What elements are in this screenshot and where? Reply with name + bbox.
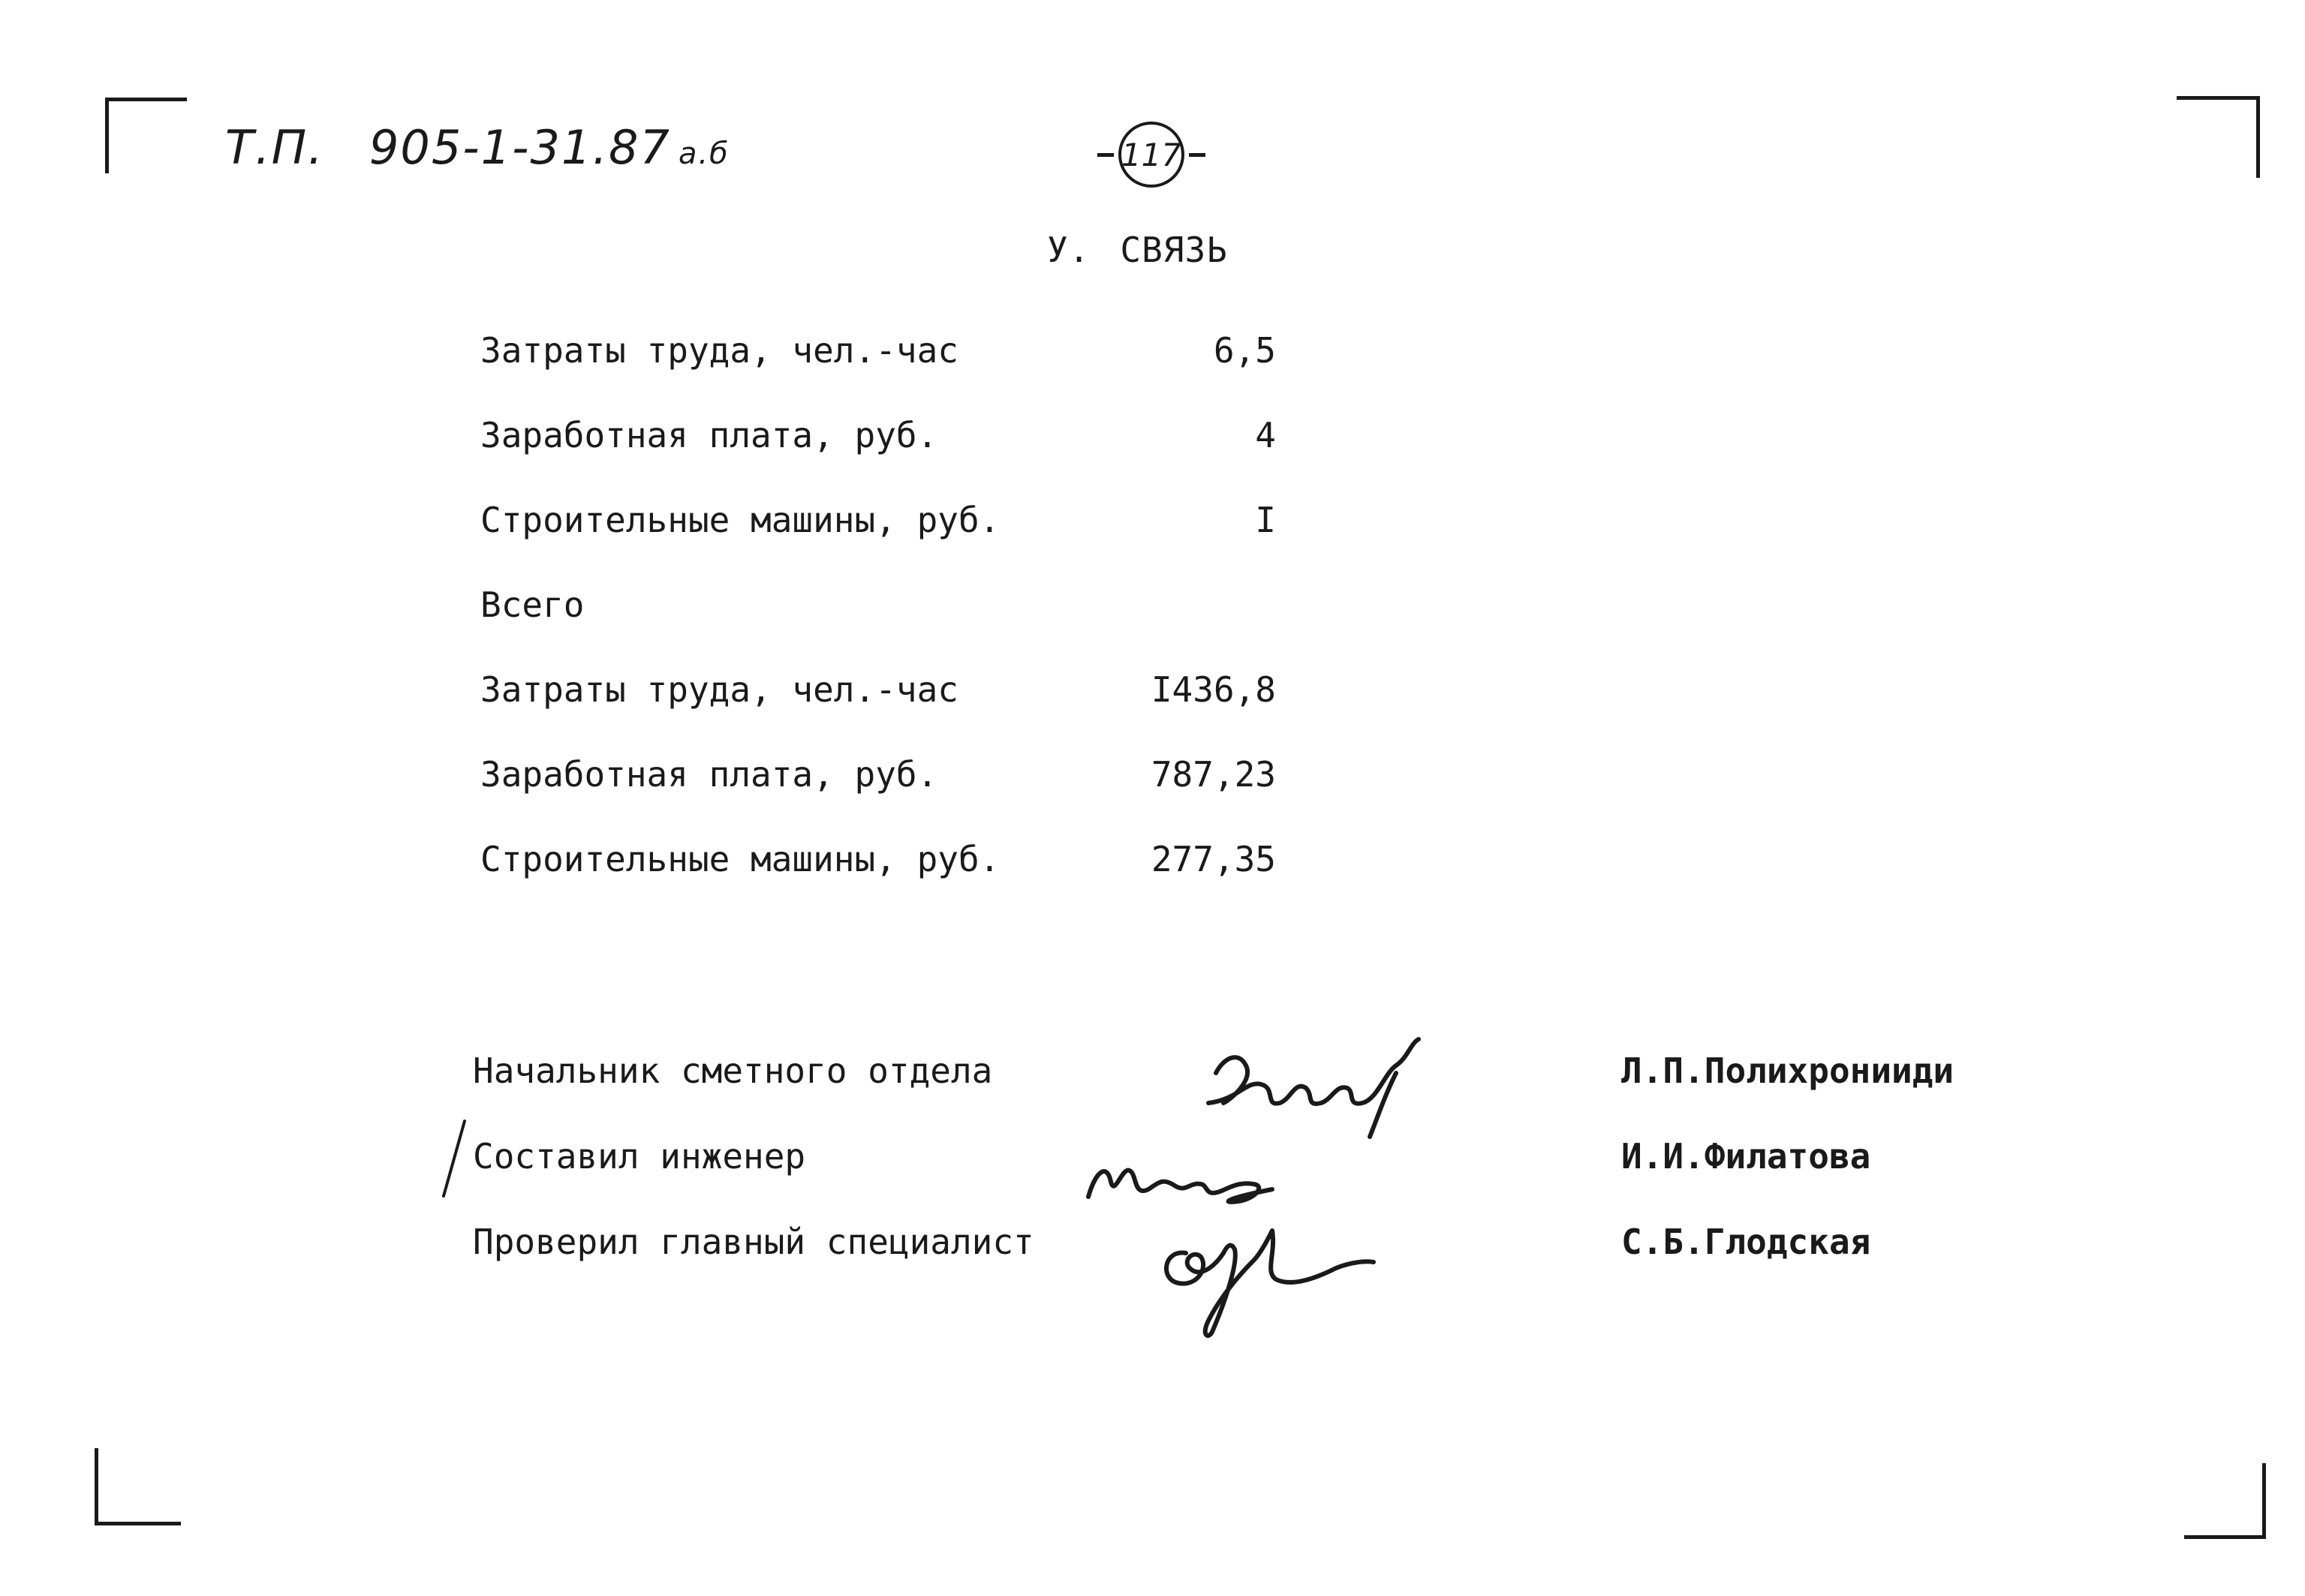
- table-row: Затраты труда, чел.-час I436,8: [480, 669, 1276, 710]
- corner-mark-bottom-left: [95, 1448, 181, 1525]
- row-label: Заработная плата, руб.: [480, 415, 938, 455]
- section-number: У.: [1047, 230, 1091, 270]
- document-code-suffix: а.б: [678, 137, 730, 171]
- row-label: Затраты труда, чел.-час: [480, 330, 958, 371]
- signer-role: Начальник сметного отдела: [473, 1050, 993, 1091]
- page-number: [1097, 119, 1205, 191]
- document-code-prefix: Т.П.: [225, 120, 324, 175]
- handwritten-signature-3: [1141, 1208, 1389, 1343]
- table-row: Заработная плата, руб. 787,23: [480, 754, 1276, 795]
- page-number-circle: [1118, 122, 1184, 188]
- table-row-total-heading: [480, 585, 1531, 669]
- signer-name: Л.П.Полихронииди: [1621, 1050, 1954, 1091]
- table-row: Заработная плата, руб. 4: [480, 415, 1276, 455]
- table-row: Строительные машины, руб. I: [480, 500, 1276, 540]
- page-number-dash-left: [1097, 153, 1114, 157]
- signer-name: С.Б.Глодская: [1621, 1222, 1871, 1262]
- section-title-text: СВЯЗЬ: [1120, 230, 1228, 270]
- page-number-dash-right: [1189, 153, 1205, 157]
- signer-name: И.И.Филатова: [1621, 1136, 1871, 1177]
- row-label: Затраты труда, чел.-час: [480, 669, 958, 710]
- table-row: Затраты труда, чел.-час 6,5: [480, 330, 1276, 371]
- row-label: Заработная плата, руб.: [480, 754, 938, 795]
- document-code-number: 905-1-31.87: [369, 120, 671, 175]
- corner-mark-top-right: [2177, 96, 2260, 178]
- row-label: Строительные машины, руб.: [480, 839, 1001, 879]
- section-title: [1047, 230, 1228, 270]
- handwritten-signature-1: [1193, 1028, 1441, 1141]
- corner-mark-bottom-right: [2184, 1463, 2266, 1539]
- signer-role: Проверил главный специалист: [473, 1222, 1034, 1262]
- margin-slash-mark: [439, 1118, 469, 1201]
- cost-summary-table: [480, 330, 1531, 924]
- page-number-value: 117: [1121, 136, 1182, 173]
- signer-role: Составил инженер: [473, 1136, 806, 1177]
- table-row: Строительные машины, руб. 277,35: [480, 839, 1276, 879]
- document-code: [225, 120, 730, 175]
- corner-mark-top-left: [105, 98, 187, 173]
- row-label: Строительные машины, руб.: [480, 500, 1001, 540]
- row-label: Всего: [480, 585, 585, 625]
- handwritten-signature-2: [1081, 1141, 1283, 1216]
